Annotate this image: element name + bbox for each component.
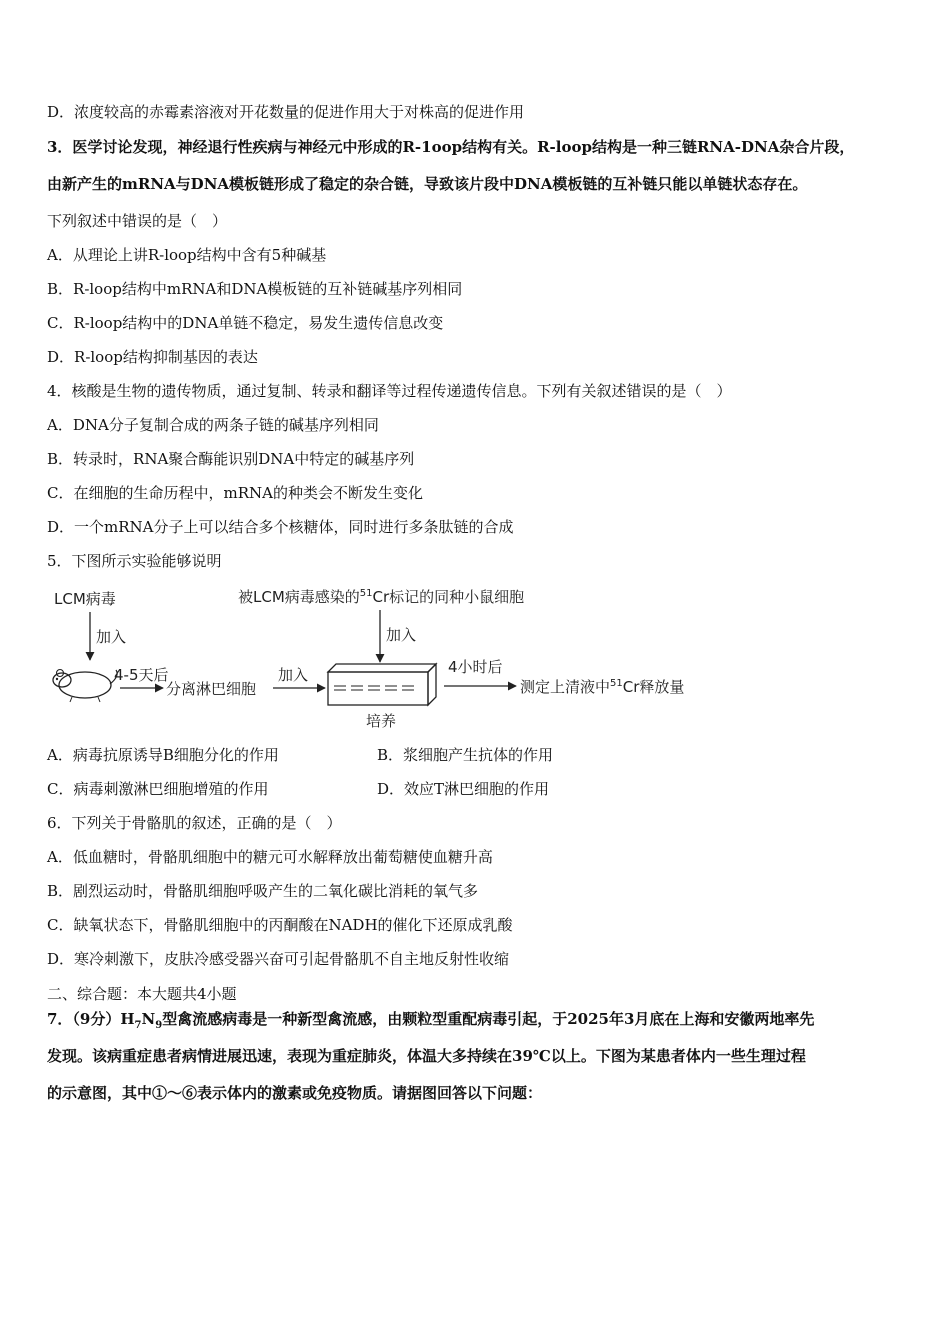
add-label-2: 加入	[278, 666, 309, 684]
experiment-diagram	[40, 580, 740, 735]
q3-option-d: D．R-loop结构抑制基因的表达	[47, 348, 258, 366]
q5-options-row-1	[47, 745, 747, 765]
q3-option-c: C．R-loop结构中的DNA单链不稳定，易发生遗传信息改变	[47, 314, 444, 332]
measure-label: 测定上清液中$^{51}$Cr释放量	[520, 678, 685, 696]
q5-option-d: D．效应T淋巴细胞的作用	[377, 780, 550, 798]
lcm-virus-label: LCM病毒	[54, 590, 116, 608]
q5-option-b: B．浆细胞产生抗体的作用	[377, 746, 554, 764]
q4-option-c: C．在细胞的生命历程中，mRNA的种类会不断发生变化	[47, 484, 423, 502]
culture-label: 培养	[366, 712, 397, 730]
section-2-heading: 二、综合题：本大题共4小题	[47, 985, 237, 1003]
q7-stem-3: 的示意图，其中①～⑥表示体内的激素或免疫物质。请据图回答以下问题：	[47, 1084, 543, 1102]
q3-option-a: A．从理论上讲R-loop结构中含有5种碱基	[47, 246, 327, 264]
culture-vessel-icon	[328, 664, 436, 705]
hours-label: 4小时后	[448, 658, 503, 676]
q5-option-c: C．病毒刺激淋巴细胞增殖的作用	[47, 780, 269, 798]
q5-options-row-2	[47, 779, 747, 799]
option-d-prev: D．浓度较高的赤霉素溶液对开花数量的促进作用大于对株高的促进作用	[47, 103, 525, 121]
add-label-3: 加入	[386, 626, 417, 644]
q6-option-b: B．剧烈运动时，骨骼肌细胞呼吸产生的二氧化碳比消耗的氧气多	[47, 882, 479, 900]
q4-option-b: B．转录时，RNA聚合酶能识别DNA中特定的碱基序列	[47, 450, 415, 468]
infected-cells-label: 被LCM病毒感染的$^{51}$Cr标记的同种小鼠细胞	[238, 588, 525, 606]
add-label-1: 加入	[96, 628, 127, 646]
q6-stem: 6．下列关于骨骼肌的叙述，正确的是（ ）	[47, 814, 342, 832]
q3-stem-2: 由新产生的mRNA与DNA模板链形成了稳定的杂合链，导致该片段中DNA模板链的互补链只能以单链状态存在。	[47, 175, 808, 193]
q5-option-a: A．病毒抗原诱导B细胞分化的作用	[47, 746, 279, 764]
q3-stem-1: 3．医学讨论发现，神经退行性疾病与神经元中形成的R-1oop结构有关。R-loop结构是一种三链RNA-DNA杂合片段，	[47, 138, 855, 156]
q7-stem-2: 发现。该病重症患者病情进展迅速，表现为重症肺炎，体温大多持续在39℃以上。下图为某患者体内一些生理过程	[47, 1047, 806, 1065]
q6-option-a: A．低血糖时，骨骼肌细胞中的糖元可水解释放出葡萄糖使血糖升高	[47, 848, 493, 866]
q6-option-d: D．寒冷刺激下，皮肤冷感受器兴奋可引起骨骼肌不自主地反射性收缩	[47, 950, 510, 968]
separate-lymphocytes-label: 分离淋巴细胞	[166, 680, 257, 698]
days-label: 4-5天后	[114, 666, 169, 684]
q5-stem: 5．下图所示实验能够说明	[47, 552, 222, 570]
q4-option-a: A．DNA分子复制合成的两条子链的碱基序列相同	[47, 416, 379, 434]
mouse-icon	[53, 670, 117, 703]
q7-stem-1: 7．（9分）$H_7N_9$型禽流感病毒是一种新型禽流感，由颗粒型重配病毒引起，于2025年3月底在上海和安徽两地率先	[47, 1010, 815, 1031]
q6-option-c: C．缺氧状态下，骨骼肌细胞中的丙酮酸在NADH的催化下还原成乳酸	[47, 916, 513, 934]
q3-option-b: B．R-loop结构中mRNA和DNA模板链的互补链碱基序列相同	[47, 280, 463, 298]
q3-stem-3: 下列叙述中错误的是（ ）	[47, 212, 228, 230]
q4-option-d: D．一个mRNA分子上可以结合多个核糖体，同时进行多条肽链的合成	[47, 518, 514, 536]
q4-stem: 4．核酸是生物的遗传物质，通过复制、转录和翻译等过程传递遗传信息。下列有关叙述错误的是（ ）	[47, 382, 732, 400]
